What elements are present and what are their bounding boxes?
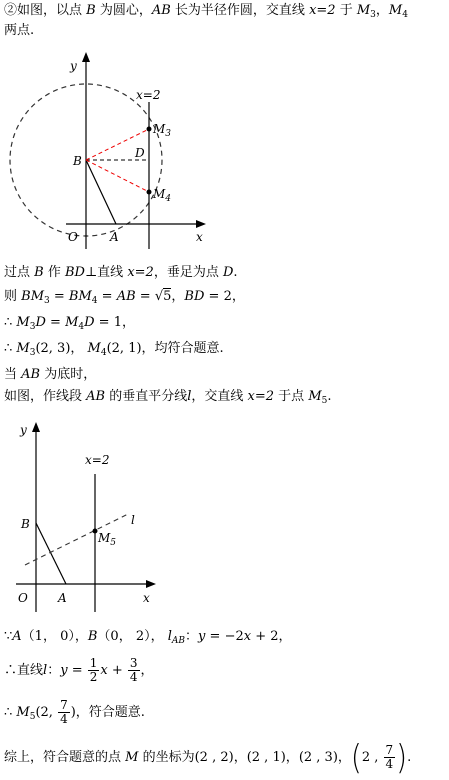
point-a-label: A bbox=[58, 591, 67, 605]
origin-label: O bbox=[68, 230, 78, 244]
line-8: 如图，作线段 AB 的垂直平分线l，交直线 x=2 于点 $M_5$. bbox=[4, 389, 332, 406]
line-4: 则 $BM_3 = BM_4$ = AB = √5，BD = 2， bbox=[4, 289, 245, 306]
x-axis-arrow bbox=[196, 220, 206, 228]
x-label: x bbox=[196, 230, 203, 244]
point-m4-label: $M_4$ bbox=[153, 187, 172, 204]
text: ②如图，以点 bbox=[4, 3, 87, 18]
point-b-label: B bbox=[86, 3, 96, 18]
line-6: ∴ $M_3(2$, 3)， $M_4(2$, 1)，均符合题意. bbox=[4, 341, 224, 358]
line-9: ∵A（1， 0），B（0， 2）， $l_{AB}$：y = −2x + 2， bbox=[4, 629, 292, 646]
point-b-label: B bbox=[73, 154, 82, 168]
subscript: 4 bbox=[402, 10, 408, 20]
point-m4 bbox=[147, 190, 152, 195]
segment-ab bbox=[86, 160, 116, 224]
text: 长为半径作圆，交直线 bbox=[170, 3, 310, 18]
point-b-label: B bbox=[21, 517, 30, 531]
line-3: 过点 B 作 BD⊥直线 x=2，垂足为点 D. bbox=[4, 265, 238, 280]
subscript: 3 bbox=[370, 10, 376, 20]
line-x2-label: x=2 bbox=[136, 88, 161, 102]
origin-label: O bbox=[18, 591, 28, 605]
y-label: y bbox=[20, 423, 27, 437]
y-label: y bbox=[70, 59, 77, 73]
x-label: x bbox=[143, 591, 150, 605]
y-axis-arrow bbox=[32, 422, 40, 432]
line-11: ∴ $M_5(2$, $\frac{7}{4}$ )，符合题意. bbox=[4, 698, 145, 726]
point-m3 bbox=[147, 127, 152, 132]
line-12-conclusion: 综上，符合题意的点 M 的坐标为(2 , 2)，(2 , 1)，(2 , 3)，(2 , $\frac{7}{4}$ ). bbox=[4, 737, 412, 777]
text: ， bbox=[375, 3, 389, 18]
point-m4-label: M bbox=[388, 3, 403, 18]
segment-ab-label: AB bbox=[151, 3, 171, 18]
figure-circle bbox=[0, 44, 230, 254]
intro-line bbox=[4, 2, 408, 24]
figure-bisector bbox=[0, 412, 200, 622]
line-x2-label: x=2 bbox=[309, 3, 336, 18]
segment-ab bbox=[36, 523, 66, 584]
text: 为圆心， bbox=[95, 3, 152, 18]
point-m5-label: $M_5$ bbox=[98, 531, 117, 548]
segment-bm4 bbox=[86, 160, 149, 192]
point-d-label: D bbox=[135, 146, 145, 160]
point-m3-label: $M_3$ bbox=[153, 122, 172, 139]
line-10: ∴直线l：y = $\frac{1}{2}$ x + $\frac{3}{4}$ ， bbox=[4, 656, 154, 684]
x-axis-arrow bbox=[146, 580, 156, 588]
line-5: ∴ $M_3D = M_4D = 1$， bbox=[4, 315, 135, 332]
y-axis-arrow bbox=[82, 52, 90, 62]
line-l-label: l bbox=[131, 513, 135, 527]
text: 于 bbox=[335, 3, 357, 18]
point-m5 bbox=[93, 529, 98, 534]
intro-line-2: 两点. bbox=[4, 23, 35, 38]
line-x2-label: x=2 bbox=[85, 453, 110, 467]
line-7: 当 AB 为底时， bbox=[4, 367, 97, 382]
point-a-label: A bbox=[110, 230, 119, 244]
point-m3-label: M bbox=[356, 3, 371, 18]
